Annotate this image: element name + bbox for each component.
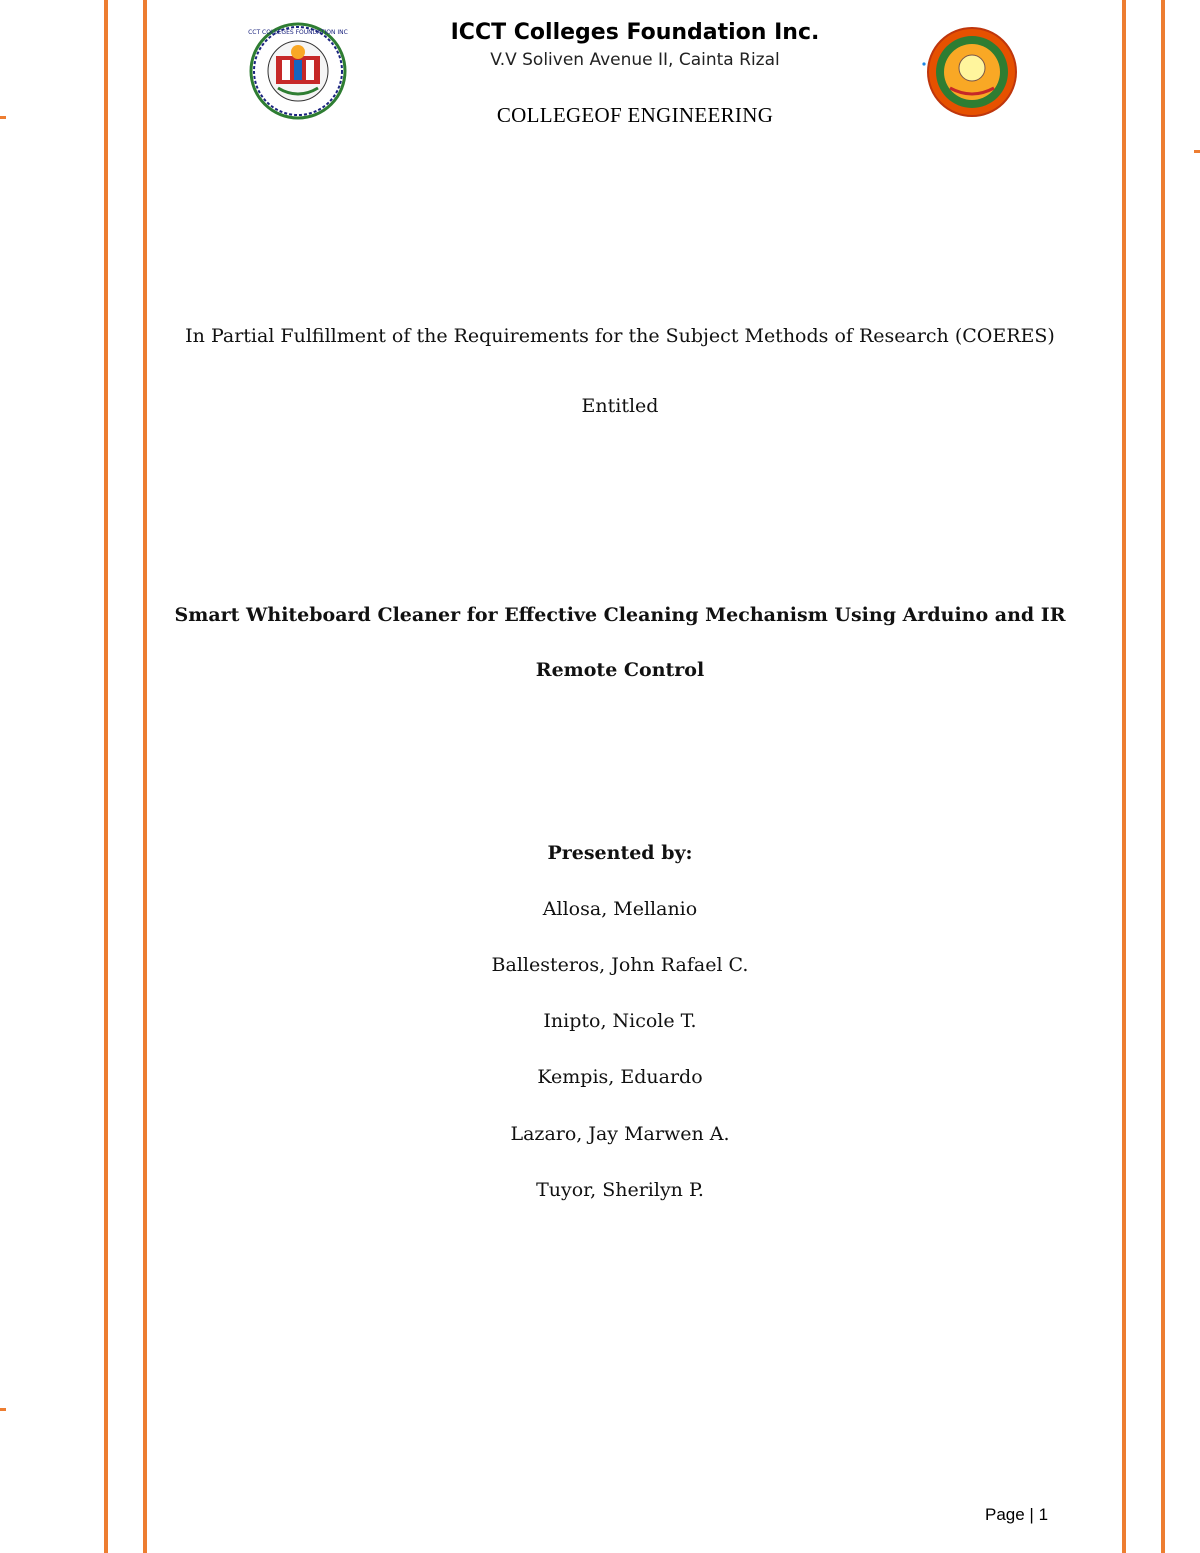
organization-address: V.V Soliven Avenue II, Cainta Rizal bbox=[490, 50, 780, 70]
border-line-right-outer bbox=[1161, 0, 1165, 1553]
entitled-label: Entitled bbox=[581, 395, 659, 417]
icct-seal-logo bbox=[248, 22, 348, 120]
page-number: Page | 1 bbox=[985, 1505, 1049, 1524]
border-mark bbox=[0, 116, 6, 119]
border-line-left-outer bbox=[104, 0, 108, 1553]
author-name: Ballesteros, John Rafael C. bbox=[491, 954, 749, 976]
organization-name: ICCT Colleges Foundation Inc. bbox=[450, 20, 820, 45]
college-name: COLLEGEOF ENGINEERING bbox=[496, 103, 774, 127]
border-line-right-inner bbox=[1122, 0, 1126, 1553]
author-name: Allosa, Mellanio bbox=[542, 898, 698, 920]
author-name: Kempis, Eduardo bbox=[537, 1066, 703, 1088]
document-title-line-2: Remote Control bbox=[535, 659, 705, 681]
presented-by-label: Presented by: bbox=[547, 842, 693, 864]
border-line-left-inner bbox=[143, 0, 147, 1553]
author-name: Tuyor, Sherilyn P. bbox=[536, 1179, 704, 1201]
border-mark bbox=[0, 1408, 6, 1411]
college-of-engineering-seal-icon bbox=[922, 26, 1022, 118]
logo-text: ICCT COLLEGES FOUNDATION INC. bbox=[248, 29, 348, 36]
fulfillment-statement: In Partial Fulfillment of the Requirements for the Subject Methods of Research (COERES) bbox=[185, 325, 1055, 347]
author-name: Lazaro, Jay Marwen A. bbox=[510, 1123, 730, 1145]
author-name: Inipto, Nicole T. bbox=[543, 1010, 697, 1032]
border-mark bbox=[1194, 150, 1200, 153]
document-title-line-1: Smart Whiteboard Cleaner for Effective Cleaning Mechanism Using Arduino and IR bbox=[174, 604, 1066, 626]
